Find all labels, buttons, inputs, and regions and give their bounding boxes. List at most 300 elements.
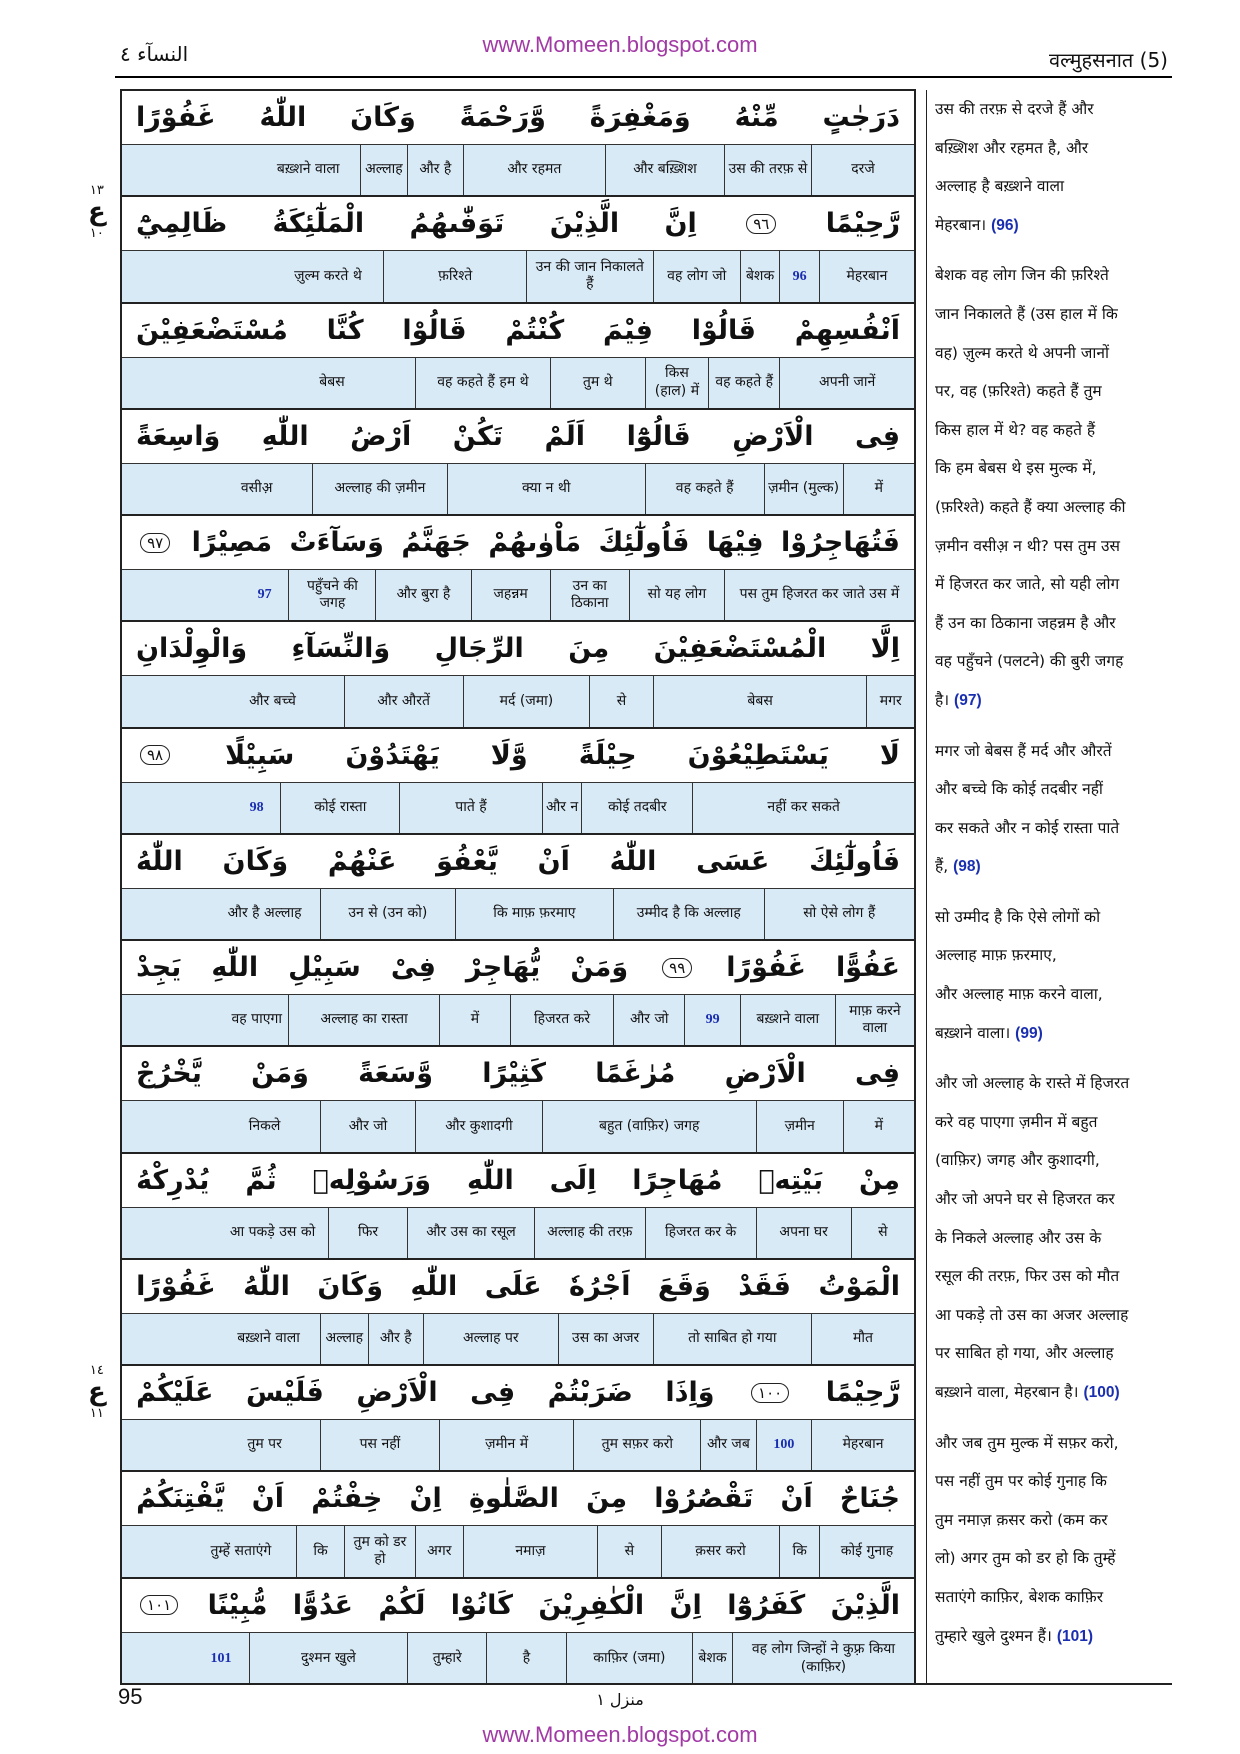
meaning-cell: से (589, 676, 652, 726)
meaning-cell: तुम सफ़र करो (573, 1420, 700, 1470)
arabic-line (122, 516, 914, 570)
translation-line (935, 1219, 1174, 1258)
verse-row (122, 835, 914, 941)
arabic-word: فَاُولٰٓئِكَ (809, 845, 900, 877)
arabic-word: كَفَرُوْٓا (727, 1589, 806, 1621)
translation-text: अल्लाह है बख़्शने वाला (935, 177, 1065, 196)
translation-text: अल्लाह माफ़ फ़रमाए, (935, 946, 1057, 965)
meaning-cell: वह लोग जिन्हों ने कुफ़्र किया (काफ़िर) (732, 1633, 914, 1685)
arabic-word: فِى (470, 1377, 516, 1408)
translation-text: में हिजरत कर जाते, सो यही लोग (935, 575, 1120, 594)
meaning-cell: पस नहीं (320, 1420, 439, 1470)
verse-number-cell: 98 (249, 799, 264, 815)
meaning-cell: और बख़्शिश (605, 145, 724, 195)
arabic-word: قَالُوْا (402, 314, 467, 346)
translation-line (935, 372, 1174, 411)
ruku-number-top: ١٤ (89, 1363, 104, 1378)
word-by-word-table (120, 89, 916, 1683)
arabic-word: لَا (879, 739, 900, 771)
arabic-word: مُّبِيْنًا (207, 1589, 268, 1621)
translation-cells (122, 570, 914, 622)
ayah-number-mark: ٩٨ (140, 745, 170, 765)
meaning-cell: मौत (811, 1314, 914, 1364)
arabic-word: وَّسَعَةً (358, 1058, 434, 1090)
ruku-number-bottom: ١٠ (89, 226, 104, 241)
arabic-word: يَّخْرُجْ (136, 1058, 202, 1090)
translation-line (935, 565, 1174, 604)
arabic-word: مُهَاجِرًا (632, 1164, 723, 1196)
meaning-cell: अल्लाह पर (423, 1314, 558, 1364)
arabic-word: اَجْرُهٗ (569, 1270, 631, 1302)
arabic-line (122, 1366, 914, 1420)
arabic-word: يُّهَاجِرْ (465, 952, 541, 983)
arabic-word: عَنْهُمْ (327, 845, 397, 877)
arabic-word: ظَالِمِيْٓ (136, 208, 228, 240)
site-url-top: www.Momeen.blogspot.com (482, 32, 758, 57)
meaning-cell: में (843, 464, 914, 514)
arabic-word: اللّٰهُ (136, 845, 183, 877)
meaning-cell: और है अल्लाह (227, 905, 302, 922)
arabic-word: مُرٰغَمًا (595, 1058, 676, 1090)
arabic-word: يَجِدْ (136, 952, 182, 983)
arabic-word: اِلَى (549, 1164, 597, 1196)
translation-text: कर सकते और न कोई रास्ता पाते (935, 818, 1120, 837)
translation-text: किस हाल में थे? वह कहते हैं (935, 420, 1096, 439)
arabic-word: اَنْفُسِهِمْ (794, 314, 900, 346)
meaning-cell: पाते हैं (399, 783, 542, 833)
meaning-cell: बेबस (653, 676, 867, 726)
ruku-number-top: ١٣ (89, 183, 104, 198)
meaning-cell: से (851, 1208, 914, 1258)
verse-number: (99) (1015, 1024, 1043, 1042)
translation-line (935, 256, 1174, 295)
arabic-word: ثُمَّ (245, 1164, 277, 1196)
verse-number-cell: 97 (257, 587, 272, 603)
arabic-word: قَالُوْٓا (626, 420, 691, 452)
arabic-word: قَالُوْا (691, 314, 756, 346)
arabic-line (122, 622, 914, 676)
arabic-word: فِى (855, 420, 900, 452)
verse-row (122, 1047, 914, 1153)
translation-text: कि हम बेबस थे इस मुल्क में, (935, 459, 1097, 478)
meaning-cell: तुम पर (247, 1436, 282, 1453)
meaning-cell: और जो (320, 1101, 415, 1151)
translation-text: सताएंगे काफ़िर, बेशक काफ़िर (935, 1587, 1104, 1606)
page-title: वल्मुहसनात (5) (1049, 48, 1168, 72)
arabic-word: اَلَمْ (544, 420, 586, 452)
meaning-cell: फ़रिश्ते (383, 251, 526, 301)
translation-line (935, 1539, 1174, 1578)
arabic-word: فَاُولٰٓئِكَ (598, 527, 690, 558)
translation-text: मेहरबान। (935, 215, 987, 234)
arabic-word: مِنَ (568, 633, 610, 665)
translation-line (935, 604, 1174, 643)
ruku-glyph: ع (88, 197, 106, 227)
arabic-word: كُنَّا (326, 314, 364, 346)
arabic-word: اللّٰهِ (466, 1164, 514, 1196)
meaning-cell: पहुँचने की जगह (288, 570, 375, 620)
site-url-bottom: www.Momeen.blogspot.com (482, 1722, 758, 1747)
meaning-cell: कोई तदबीर (581, 783, 692, 833)
verse-row (122, 197, 914, 303)
meaning-cell: दरजे (811, 145, 914, 195)
verse-row (122, 1579, 914, 1685)
meaning-cell: बख़्शने वाला (237, 1330, 300, 1347)
meaning-cell: अगर (415, 1526, 463, 1576)
meaning-cell: वह लोग जो (653, 251, 740, 301)
arabic-line (122, 1047, 914, 1101)
meaning-cell: किस (हाल) में (645, 358, 708, 408)
meaning-cell: अल्लाह की तरफ़ (534, 1208, 645, 1258)
meaning-cell: उन का ठिकाना (550, 570, 629, 620)
arabic-word: وَكَانَ (317, 1270, 384, 1302)
verse-row (122, 729, 914, 835)
arabic-word: عَلَى (484, 1270, 542, 1302)
arabic-word: مِنَ (586, 1483, 628, 1515)
meaning-cell: नमाज़ (463, 1526, 598, 1576)
meaning-cell: जहन्नम (471, 570, 550, 620)
ayah-number-mark: ٩٧ (140, 533, 170, 553)
meaning-cell: क्या न थी (447, 464, 645, 514)
arabic-word: جُنَاحٌ (839, 1483, 900, 1515)
arabic-word: جَهَنَّمُ (401, 527, 471, 558)
meaning-cell: तुम थे (550, 358, 645, 408)
arabic-line (122, 304, 914, 358)
arabic-line (122, 941, 914, 995)
meaning-cell: ज़मीन (मुल्क) (764, 464, 843, 514)
arabic-word: الْمَلٰٓئِكَةُ (272, 208, 365, 240)
arabic-word: اَنْ (537, 845, 570, 877)
arabic-word: سَبِيْلًا (225, 739, 295, 771)
verse-row (122, 1472, 914, 1578)
arabic-word: غَفُوْرًا (136, 102, 216, 133)
translation-text: हैं, (935, 857, 949, 876)
translation-cells (122, 995, 914, 1047)
translation-text: आ पकड़े तो उस का अजर अल्लाह (935, 1305, 1129, 1324)
verse-row (122, 410, 914, 516)
meaning-cell: वह पाएगा (231, 1011, 282, 1028)
translation-line (935, 295, 1174, 334)
meaning-cell: में (843, 1101, 914, 1151)
translation-cells (122, 1314, 914, 1366)
translation-text: उस की तरफ़ से दरजे हैं और (935, 100, 1094, 118)
arabic-word: سَبِيْلِ (288, 952, 361, 983)
verse-row (122, 1154, 914, 1260)
arabic-word: الْمَوْتُ (818, 1270, 900, 1302)
arabic-line (122, 1154, 914, 1208)
translation-line (935, 898, 1174, 937)
arabic-word: تَقْصُرُوْا (654, 1483, 754, 1515)
arabic-word: فِىْ (390, 952, 436, 983)
meaning-cell: सो ऐसे लोग हैं (764, 889, 914, 939)
verse-row (122, 941, 914, 1047)
translation-line (935, 167, 1174, 206)
manzil-label: منزل ١ (596, 1690, 644, 1709)
meaning-cell: तुम्हें सताएंगे (210, 1542, 272, 1559)
translation-text: पर साबित हो गया, और अल्लाह (935, 1344, 1114, 1363)
ayah-number-mark: ٩٦ (746, 214, 776, 234)
meaning-cell: और कुशादगी (415, 1101, 542, 1151)
meaning-cell: है (486, 1633, 565, 1685)
meaning-cell: नहीं कर सकते (692, 783, 914, 833)
translation-cells (122, 783, 914, 835)
arabic-word: اللّٰهُ (243, 1270, 290, 1302)
arabic-word: وَالْوِلْدَانِ (136, 633, 248, 665)
arabic-word: فَقَدْ (738, 1270, 791, 1302)
arabic-line (122, 1260, 914, 1314)
verse-row (122, 1366, 914, 1472)
meaning-cell: और है (368, 1314, 423, 1364)
meaning-cell: हिजरत कर के (645, 1208, 756, 1258)
meaning-cell: अल्लाह की ज़मीन (312, 464, 447, 514)
arabic-word: مُسْتَضْعَفِيْنَ (136, 314, 288, 346)
verse-number-cell: 99 (684, 995, 739, 1045)
arabic-word: كَثِيْرًا (482, 1058, 546, 1090)
meaning-cell: से (597, 1526, 660, 1576)
translation-line (935, 936, 1174, 975)
meaning-cell: और बच्चे (249, 692, 296, 709)
meaning-cell: उम्मीद है कि अल्लाह (613, 889, 763, 939)
translation-text: रसूल की तरफ़, फिर उस को मौत (935, 1267, 1120, 1286)
arabic-word: وَكَانَ (222, 845, 289, 877)
translation-cells (122, 1420, 914, 1472)
meaning-cell: और न (542, 783, 582, 833)
arabic-word: فِيْمَ (603, 314, 653, 346)
arabic-word: الْكٰفِرِيْنَ (538, 1589, 645, 1621)
arabic-word: يَّفْتِنَكُمُ (136, 1483, 225, 1515)
translation-cells (122, 358, 914, 410)
translation-text: वह) ज़ुल्म करते थे अपनी जानों (935, 343, 1109, 362)
translation-text: करे वह पाएगा ज़मीन में बहुत (935, 1112, 1098, 1131)
translation-text: तुम नमाज़ क़सर करो (कम कर (935, 1510, 1108, 1529)
arabic-line (122, 729, 914, 783)
verse-row (122, 91, 914, 197)
arabic-word: الَّذِيْنَ (549, 208, 620, 240)
meaning-cell: और जो (613, 995, 684, 1045)
arabic-line (122, 1472, 914, 1526)
meaning-cell: ज़मीन (756, 1101, 843, 1151)
arabic-line (122, 197, 914, 251)
footer-divider (120, 1683, 1172, 1685)
meaning-cell: अपनी जानें (779, 358, 914, 408)
meaning-cell: मेहरबान (811, 1420, 914, 1470)
arabic-word: وَالنِّسَآءِ (291, 633, 391, 665)
arabic-word: حِيْلَةً (578, 739, 637, 771)
translation-line (935, 1180, 1174, 1219)
meaning-cell: बेशक (740, 251, 780, 301)
verse-number: (96) (991, 216, 1019, 234)
meaning-cell: और रहमत (463, 145, 606, 195)
meaning-cell: वह कहते हैं हम थे (415, 358, 550, 408)
meaning-cell: बेशक (692, 1633, 732, 1685)
verse-number-cell: 100 (756, 1420, 811, 1470)
translation-text: (फ़रिश्ते) कहते हैं क्या अल्लाह की (935, 497, 1126, 516)
meaning-cell: कि (779, 1526, 819, 1576)
arabic-word: الْاَرْضِ (356, 1377, 438, 1408)
arabic-word: اللّٰهِ (410, 1270, 458, 1302)
translation-text: हैं उन का ठिकाना जहन्नम है और (935, 613, 1116, 632)
arabic-word: وَّلَا (490, 739, 528, 771)
translation-line (935, 1103, 1174, 1142)
translation-column (926, 90, 1174, 1684)
translation-text: (वाफ़िर) जगह और कुशादगी, (935, 1151, 1100, 1170)
arabic-word: اِنَّ (669, 1589, 702, 1621)
verse-row (122, 1260, 914, 1366)
arabic-word: اَنْ (780, 1483, 813, 1515)
translation-cells (122, 1633, 914, 1685)
ruku-number-bottom: ١١ (89, 1406, 104, 1421)
meaning-cell: और उस का रसूल (407, 1208, 534, 1258)
arabic-word: اَنْ (251, 1483, 285, 1515)
verse-row (122, 516, 914, 622)
translation-paragraph (935, 1064, 1174, 1412)
arabic-word: رَّحِيْمًا (825, 208, 900, 240)
arabic-word: فَلَيْسَ (245, 1377, 324, 1408)
translation-line (935, 90, 1174, 129)
arabic-word: يَهْتَدُوْنَ (345, 739, 440, 771)
meaning-cell: कि माफ़ फ़रमाए (455, 889, 613, 939)
surah-label: النسآء ٤ (120, 42, 189, 66)
arabic-word: اَرْضُ (350, 420, 412, 452)
arabic-word: وَكَانَ (350, 102, 416, 133)
meaning-cell: मर्द (जमा) (463, 676, 590, 726)
translation-text: है। (935, 690, 950, 709)
meaning-cell: उन की जान निकालते हैं (526, 251, 653, 301)
arabic-word: وَمَنْ (570, 952, 629, 983)
arabic-word: تَكُنْ (452, 420, 503, 452)
meaning-cell: उन से (उन को) (320, 889, 455, 939)
arabic-word: مَاْوٰىهُمْ (488, 527, 582, 558)
meaning-cell: कोई रास्ता (280, 783, 399, 833)
arabic-word: الصَّلٰوةِ (469, 1483, 559, 1515)
arabic-word: رَّحِيْمًا (825, 1377, 900, 1408)
meaning-cell: और जब (700, 1420, 755, 1470)
verse-number: (100) (1083, 1384, 1120, 1401)
meaning-cell: और औरतें (344, 676, 463, 726)
meaning-cell: बख़्शने वाला (740, 995, 835, 1045)
translation-line (935, 206, 1174, 246)
translation-cells (122, 1526, 914, 1578)
translation-text: और जो अपने घर से हिजरत कर (935, 1190, 1115, 1209)
translation-cells (122, 1208, 914, 1260)
translation-text: बख़्शने वाला। (935, 1023, 1011, 1042)
meaning-cell: उस का अजर (558, 1314, 653, 1364)
translation-text: पर, वह (फ़रिश्ते) कहते हैं तुम (935, 382, 1102, 401)
translation-text: वह पहुँचने (पलटने) की बुरी जगह (935, 652, 1124, 671)
translation-text: के निकले अल्लाह और उस के (935, 1228, 1102, 1247)
translation-text: तुम्हारे खुले दुश्मन हैं। (935, 1626, 1052, 1645)
meaning-cell: पस तुम हिजरत कर जाते उस में (724, 570, 914, 620)
arabic-word: كَانُوْا (450, 1589, 513, 1621)
translation-paragraph (935, 90, 1174, 245)
arabic-word: خِفْتُمْ (311, 1483, 383, 1515)
meaning-cell: और बुरा है (375, 570, 470, 620)
meaning-cell: काफ़िर (जमा) (566, 1633, 693, 1685)
arabic-word: اللّٰهِ (261, 420, 309, 452)
meaning-cell: ज़मीन में (439, 1420, 574, 1470)
translation-text: ज़मीन वसीअ़ न थी? पस तुम उस (935, 536, 1121, 555)
meaning-cell: अपना घर (756, 1208, 851, 1258)
translation-text: पस नहीं तुम पर कोई गुनाह कि (935, 1472, 1107, 1491)
arabic-word: مَصِيْرًا (191, 527, 273, 558)
meaning-cell: वह कहते हैं (708, 358, 779, 408)
translation-line (935, 1578, 1174, 1617)
meaning-cell: वह कहते हैं (645, 464, 764, 514)
meaning-cell: में (439, 995, 510, 1045)
translation-line (935, 681, 1174, 721)
translation-line (935, 334, 1174, 373)
meaning-cell: आ पकड़े उस को (229, 1223, 316, 1240)
translation-line (935, 1334, 1174, 1373)
arabic-word: عَلَيْكُمْ (136, 1377, 214, 1408)
arabic-word: وَاِذَا (665, 1377, 715, 1408)
arabic-word: يَّعْفُوَ (436, 845, 498, 877)
arabic-word: فَتُهَاجِرُوْا (781, 527, 900, 558)
translation-line (935, 847, 1174, 887)
ruku-glyph: ع (88, 1377, 106, 1407)
arabic-word: غَفُوْرًا (726, 952, 806, 983)
arabic-word: الرِّجَالِ (434, 633, 524, 665)
translation-text: और जो अल्लाह के रास्ते में हिजरत (935, 1074, 1130, 1093)
translation-text: सो उम्मीद है कि ऐसे लोगों को (935, 907, 1101, 926)
translation-cells (122, 1101, 914, 1153)
arabic-word: مِّنْهُ (734, 102, 779, 133)
translation-line (935, 770, 1174, 809)
arabic-word: بَيْتِهٖ (758, 1164, 824, 1196)
translation-line (935, 1296, 1174, 1335)
arabic-word: الْاَرْضِ (732, 420, 814, 452)
translation-paragraph (935, 1424, 1174, 1657)
translation-text: और जब तुम मुल्क में सफ़र करो, (935, 1433, 1119, 1452)
arabic-word: وَرَسُوْلِهٖ (312, 1164, 432, 1196)
translation-line (935, 809, 1174, 848)
meaning-cell: और है (407, 145, 462, 195)
arabic-word: الَّذِيْنَ (830, 1589, 900, 1621)
meaning-cell: निकले (248, 1117, 281, 1134)
arabic-word: يُدْرِكْهُ (136, 1164, 210, 1196)
meaning-cell: अल्लाह (360, 145, 408, 195)
translation-cells (122, 464, 914, 516)
arabic-word: وَمَنْ (251, 1058, 309, 1090)
verse-number-cell: 96 (779, 251, 819, 301)
translation-paragraph (935, 256, 1174, 720)
translation-line (935, 1501, 1174, 1540)
translation-text: बख़्शने वाला, मेहरबान है। (935, 1383, 1079, 1401)
verse-number: (98) (953, 858, 981, 876)
meaning-cell: बहुत (वाफ़िर) जगह (542, 1101, 756, 1151)
arabic-word: وَسَآءَتْ (289, 527, 384, 558)
arabic-line (122, 1579, 914, 1633)
translation-line (935, 411, 1174, 450)
ruku-marker (88, 184, 106, 240)
meaning-cell: फिर (328, 1208, 407, 1258)
translation-line (935, 1064, 1174, 1103)
meaning-cell: मेहरबान (819, 251, 914, 301)
translation-line (935, 488, 1174, 527)
translation-line (935, 642, 1174, 681)
arabic-word: عَدُوًّا (292, 1589, 353, 1621)
verse-number-cell: 101 (210, 1650, 232, 1666)
translation-line (935, 1373, 1174, 1413)
meaning-cell: हिजरत करे (510, 995, 613, 1045)
arabic-word: اِلَّا (870, 633, 900, 665)
translation-cells (122, 676, 914, 728)
translation-cells (122, 251, 914, 303)
verse-number: (101) (1056, 1627, 1093, 1645)
arabic-word: غَفُوْرًا (136, 1270, 216, 1302)
translation-line (935, 129, 1174, 168)
meaning-cell: कि (296, 1526, 344, 1576)
